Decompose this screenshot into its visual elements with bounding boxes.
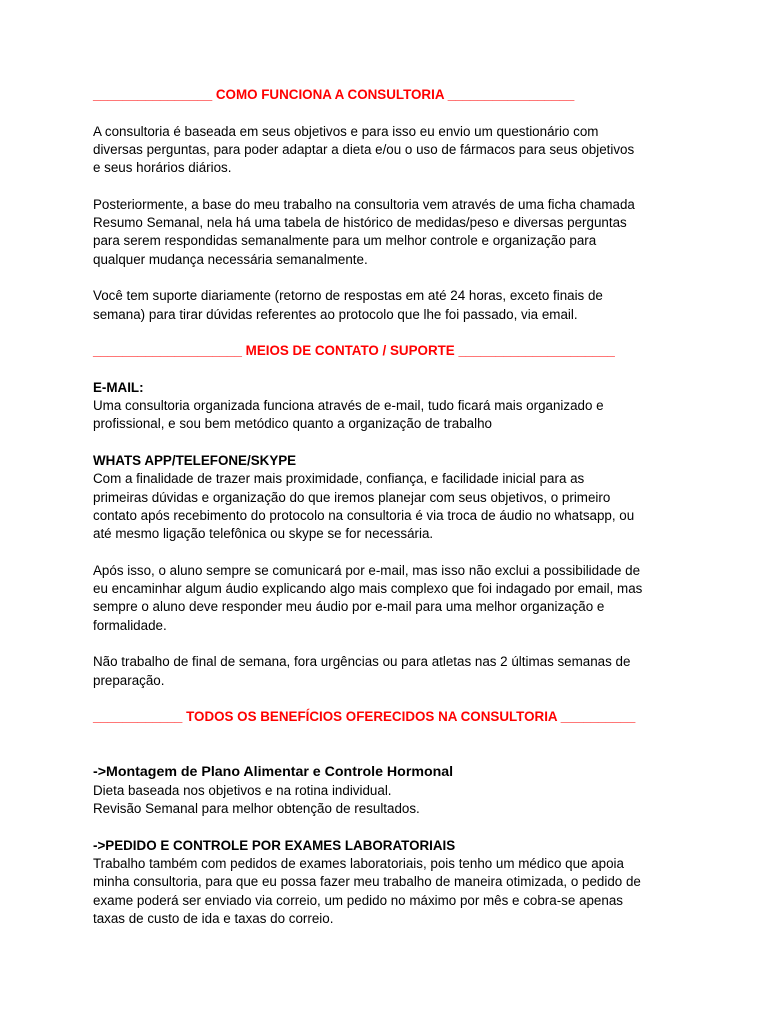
paragraph-final-de-semana [93,653,683,690]
text-line: Uma consultoria organizada funciona através de e-mail, tudo ficará mais organizado e [93,398,604,414]
paragraph-resumo-semanal [93,196,683,269]
text-line: diversas perguntas, para poder adaptar a dieta e/ou o uso de fármacos para seus objetivos [93,141,635,157]
section-heading-meios-de-contato: ____________________ MEIOS DE CONTATO / SUPORTE _____________________ [93,343,615,359]
text-line: e seus horários diários. [93,160,232,176]
text-line: A consultoria é baseada em seus objetivos e para isso eu envio um questionário com [93,123,599,139]
text-line: minha consultoria, para que eu possa fazer meu trabalho de maneira otimizada, o pedido de [93,874,641,890]
subheading-whatsapp-telefone-skype: WHATS APP/TELEFONE/SKYPE [93,452,297,468]
text-line: contato após recebimento do protocolo na consultoria é via troca de áudio no whatsapp, ou [93,507,635,523]
text-line: primeiras dúvidas e organização do que iremos planejar com seus objetivos, o primeiro [93,489,611,505]
text-line: Não trabalho de final de semana, fora urgências ou para atletas nas 2 últimas semanas de [93,654,631,670]
text-line: exame poderá ser enviado via correio, um pedido no máximo por mês e cobra-se apenas [93,892,623,908]
text-line: até mesmo ligação telefônica ou skype se for necessária. [93,526,434,542]
document-content [93,86,683,928]
paragraph-suporte [93,287,683,324]
text-line: eu encaminhar algum áudio explicando algo mais complexo que foi indagado por email, mas [93,581,643,597]
text-line: formalidade. [93,617,167,633]
text-line: preparação. [93,672,165,688]
subheading-plano-alimentar: ->Montagem de Plano Alimentar e Controle Hormonal [93,763,454,780]
section-heading-beneficios: ____________ TODOS OS BENEFÍCIOS OFERECIDOS NA CONSULTORIA __________ [93,709,636,725]
subheading-email: E-MAIL: [93,379,144,395]
text-line: Dieta baseada nos objetivos e na rotina individual. [93,782,392,798]
paragraph-exames-laboratoriais [93,855,683,928]
text-line: qualquer mudança necessária semanalmente. [93,251,368,267]
section-heading-como-funciona: ________________ COMO FUNCIONA A CONSULTORIA _________________ [93,87,575,102]
text-line: Você tem suporte diariamente (retorno de respostas em até 24 horas, exceto finais de [93,288,603,304]
paragraph-email [93,397,683,434]
text-line: sempre o aluno deve responder meu áudio por e-mail para uma melhor organização e [93,599,605,615]
text-line: Após isso, o aluno sempre se comunicará por e-mail, mas isso não exclui a possibilidade de [93,562,641,578]
text-line: Posteriormente, a base do meu trabalho na consultoria vem através de uma ficha chamada [93,196,635,212]
text-line: Revisão Semanal para melhor obtenção de resultados. [93,801,420,817]
text-line: Resumo Semanal, nela há uma tabela de histórico de medidas/peso e diversas perguntas [93,215,627,231]
text-line: Com a finalidade de trazer mais proximidade, confiança, e facilidade inicial para as [93,471,585,487]
text-line: profissional, e sou bem metódico quanto a organização de trabalho [93,416,492,432]
paragraph-objetivos [93,123,683,178]
text-line: para serem respondidas semanalmente para um melhor controle e organização para [93,233,597,249]
paragraph-apos-isso [93,562,683,635]
spacer [93,745,683,763]
text-line: semana) para tirar dúvidas referentes ao protocolo que lhe foi passado, via email. [93,306,578,322]
subheading-exames-laboratoriais: ->PEDIDO E CONTROLE POR EXAMES LABORATORIAIS [93,837,456,853]
text-line: taxas de custo de ida e taxas do correio. [93,911,334,927]
paragraph-plano-alimentar [93,782,683,819]
paragraph-whatsapp [93,470,683,543]
text-line: Trabalho também com pedidos de exames laboratoriais, pois tenho um médico que apoia [93,856,624,872]
